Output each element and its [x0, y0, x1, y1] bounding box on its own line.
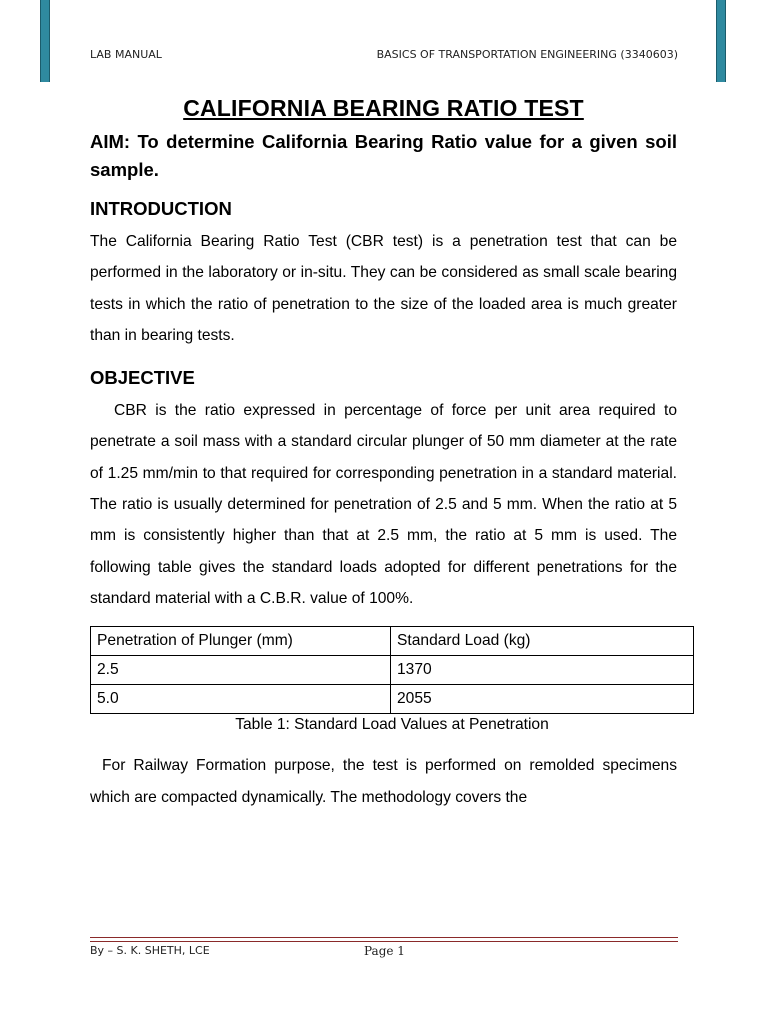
table-row: [91, 685, 694, 714]
objective-heading: OBJECTIVE: [90, 367, 195, 389]
table-cell: 2.5: [91, 656, 391, 685]
header-left-text: LAB MANUAL: [90, 48, 162, 61]
table-header-row: [91, 627, 694, 656]
table-row: [91, 656, 694, 685]
table-caption: Table 1: Standard Load Values at Penetration: [235, 716, 549, 734]
table-cell: 2055: [391, 685, 694, 714]
aim-statement: AIM: To determine California Bearing Ratio value for a given soil sample.: [90, 131, 677, 180]
column-header: Penetration of Plunger (mm): [91, 627, 391, 656]
introduction-paragraph: The California Bearing Ratio Test (CBR test) is a penetration test that can be performed in the laboratory or in-situ. They can be considered as small scale bearing tests in which the ratio of penetration to the size of the loaded area is much greater than in bearing tests.: [90, 233, 677, 344]
introduction-heading: INTRODUCTION: [90, 198, 232, 219]
left-edge-bar: [40, 0, 50, 82]
right-edge-bar: [716, 0, 726, 82]
column-header: Standard Load (kg): [391, 627, 694, 656]
footer-rule-top: [90, 937, 678, 938]
objective-paragraph: CBR is the ratio expressed in percentage of force per unit area required to penetrate a soil mass with a standard circular plunger of 50 mm diameter at the rate of 1.25 mm/min to that required for corresponding penetration in a standard material. The ratio is usually determined for penetration of 2.5 and 5 mm. When the ratio at 5 mm is consistently higher than that at 2.5 mm, the ratio at 5 mm is used. The following table gives the standard loads adopted for different penetrations for the standard material with a C.B.R. value of 100%.: [90, 402, 677, 607]
table-cell: 1370: [391, 656, 694, 685]
page-content: [90, 90, 677, 813]
header-right-text: BASICS OF TRANSPORTATION ENGINEERING (3340603): [376, 48, 678, 61]
table-cell: 5.0: [91, 685, 391, 714]
footer-rule-bottom: [90, 941, 678, 942]
page-title: CALIFORNIA BEARING RATIO TEST: [183, 95, 584, 121]
standard-load-table: [90, 626, 694, 714]
footer-author: By – S. K. SHETH, LCE: [90, 944, 210, 957]
railway-paragraph: For Railway Formation purpose, the test is performed on remolded specimens which are compacted dynamically. The methodology covers the: [90, 757, 677, 806]
page-number: Page 1: [364, 944, 405, 958]
